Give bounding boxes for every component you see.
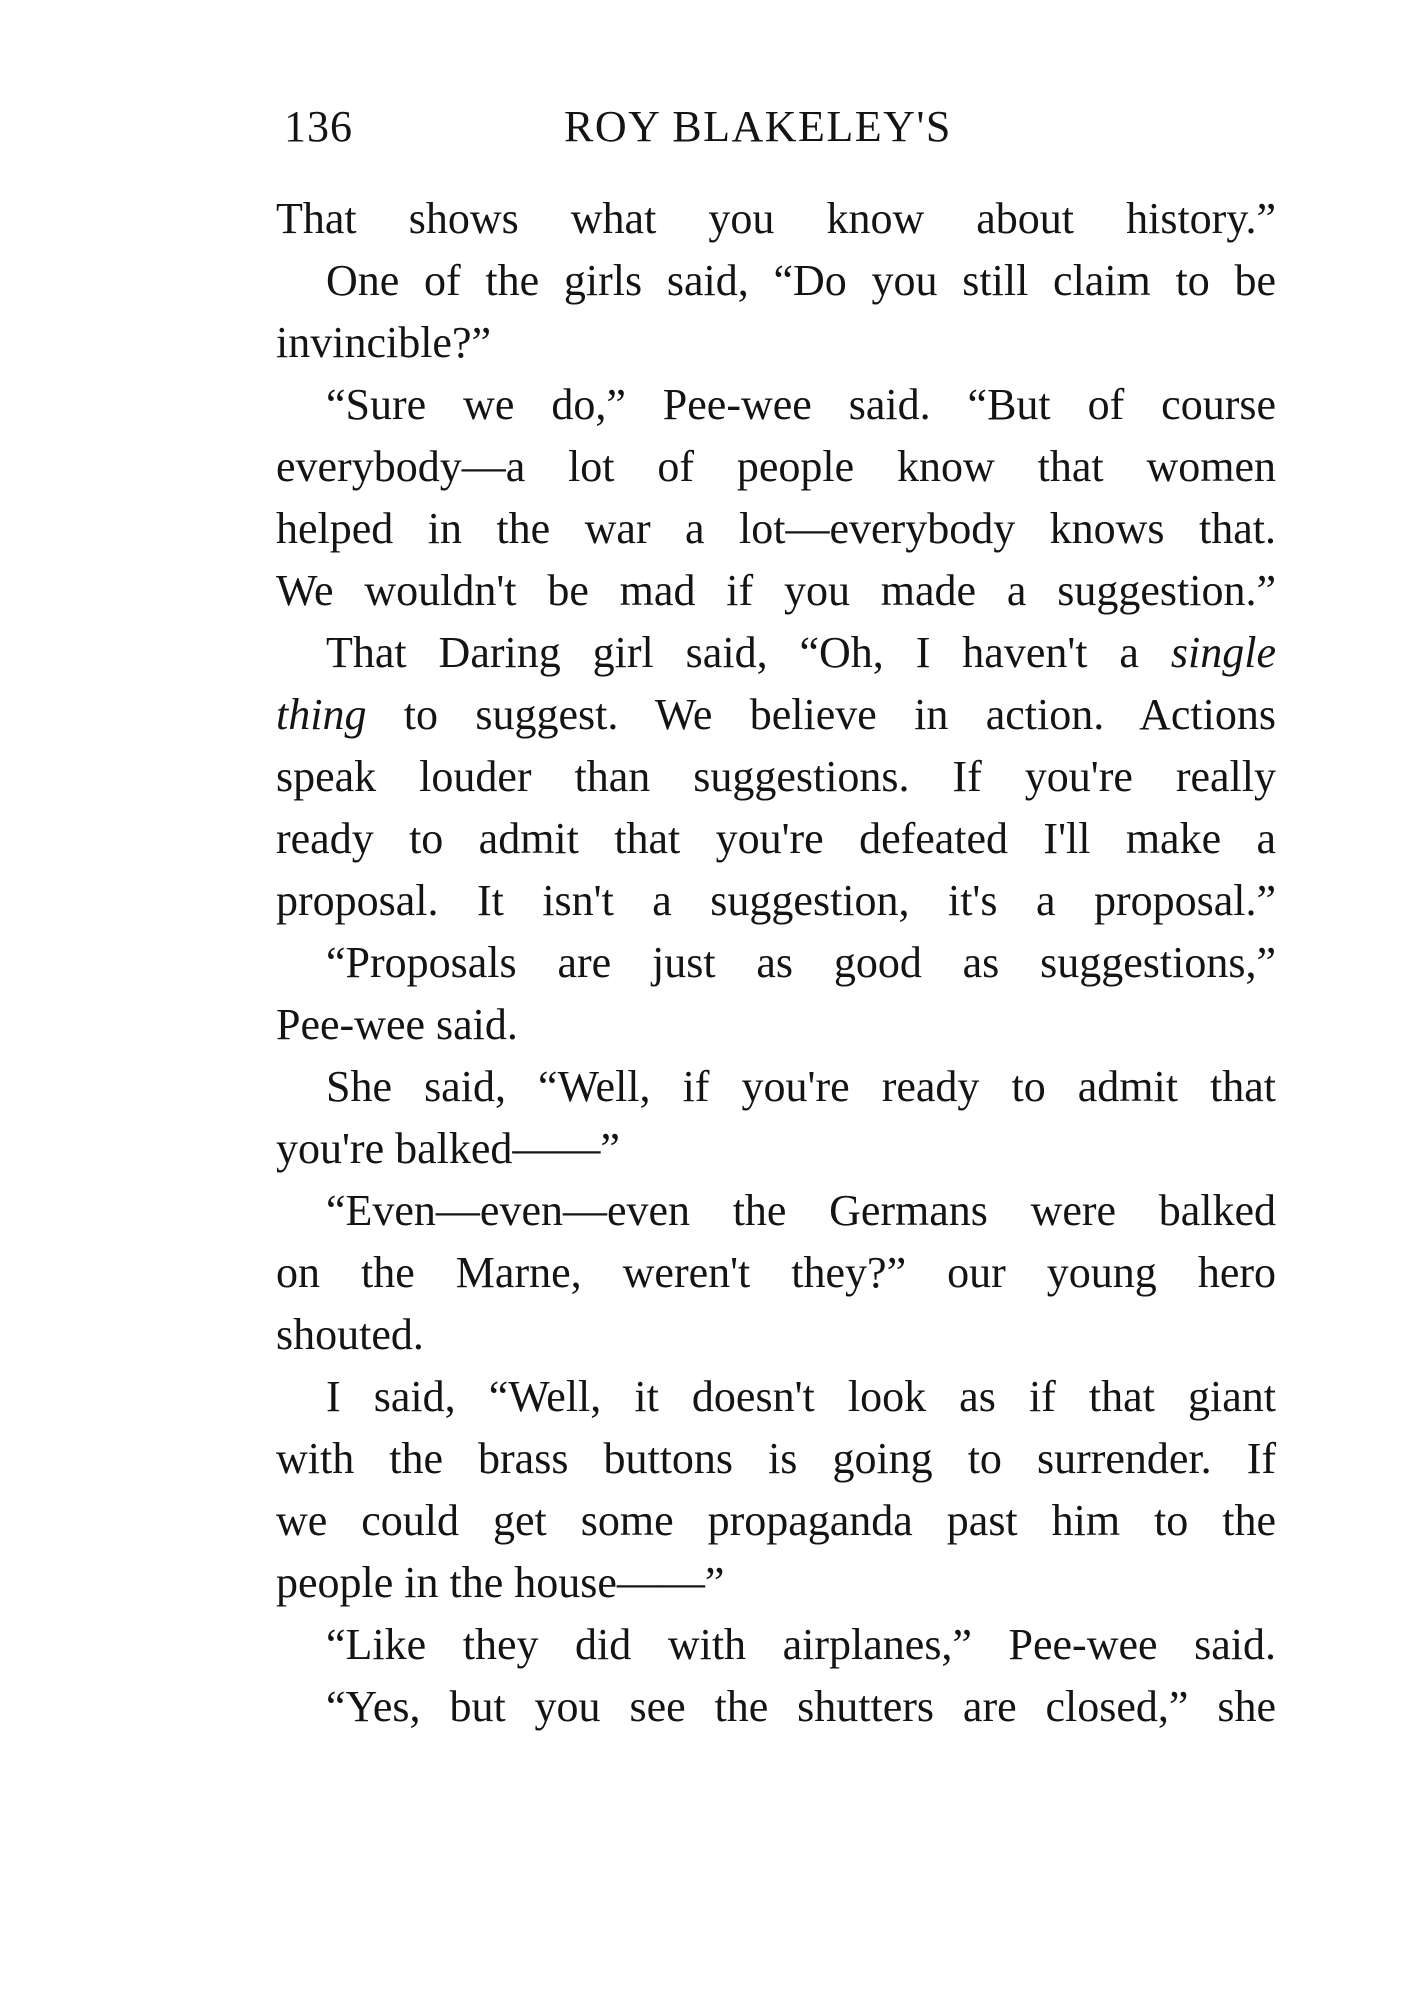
text-line: people in the house——” xyxy=(276,1558,725,1607)
text-line: speak louder than suggestions. If you're really xyxy=(276,752,1276,801)
text-line: That shows what you know about history.” xyxy=(276,194,1276,243)
text-line: with the brass buttons is going to surrender. If xyxy=(276,1434,1276,1483)
italic-text: single xyxy=(1170,628,1276,677)
text-line: I said, “Well, it doesn't look as if that giant xyxy=(326,1372,1276,1421)
page-number: 136 xyxy=(284,102,353,151)
text-line: Pee-wee said. xyxy=(276,1000,518,1049)
text-line: shouted. xyxy=(276,1310,424,1359)
italic-text: thing xyxy=(276,690,367,739)
text-line: thing to suggest. We believe in action. Actions xyxy=(276,690,1276,739)
text-line: ready to admit that you're defeated I'll make a xyxy=(276,814,1276,863)
running-head: ROY BLAKELEY'S xyxy=(564,102,952,151)
text-line: helped in the war a lot—everybody knows that. xyxy=(276,504,1276,553)
text-line: One of the girls said, “Do you still claim to be xyxy=(326,256,1276,305)
text-line: everybody—a lot of people know that women xyxy=(276,442,1276,491)
text-line: on the Marne, weren't they?” our young hero xyxy=(276,1248,1276,1297)
text-line: we could get some propaganda past him to the xyxy=(276,1496,1276,1545)
text-line: “Proposals are just as good as suggestions,” xyxy=(326,938,1276,987)
text-line: invincible?” xyxy=(276,318,492,367)
text-line: proposal. It isn't a suggestion, it's a proposal.” xyxy=(276,876,1276,925)
text-line: That Daring girl said, “Oh, I haven't a single xyxy=(326,628,1276,677)
text-line: “Sure we do,” Pee-wee said. “But of course xyxy=(326,380,1276,429)
text-line: “Yes, but you see the shutters are closed,” she xyxy=(326,1682,1276,1731)
text-line: We wouldn't be mad if you made a suggestion.” xyxy=(276,566,1276,615)
page-header xyxy=(276,97,1276,157)
body-text xyxy=(276,188,1276,1738)
text-line: you're balked——” xyxy=(276,1124,620,1173)
text-line: “Like they did with airplanes,” Pee-wee said. xyxy=(326,1620,1276,1669)
text-line: She said, “Well, if you're ready to admit that xyxy=(326,1062,1276,1111)
text-line: “Even—even—even the Germans were balked xyxy=(326,1186,1276,1235)
